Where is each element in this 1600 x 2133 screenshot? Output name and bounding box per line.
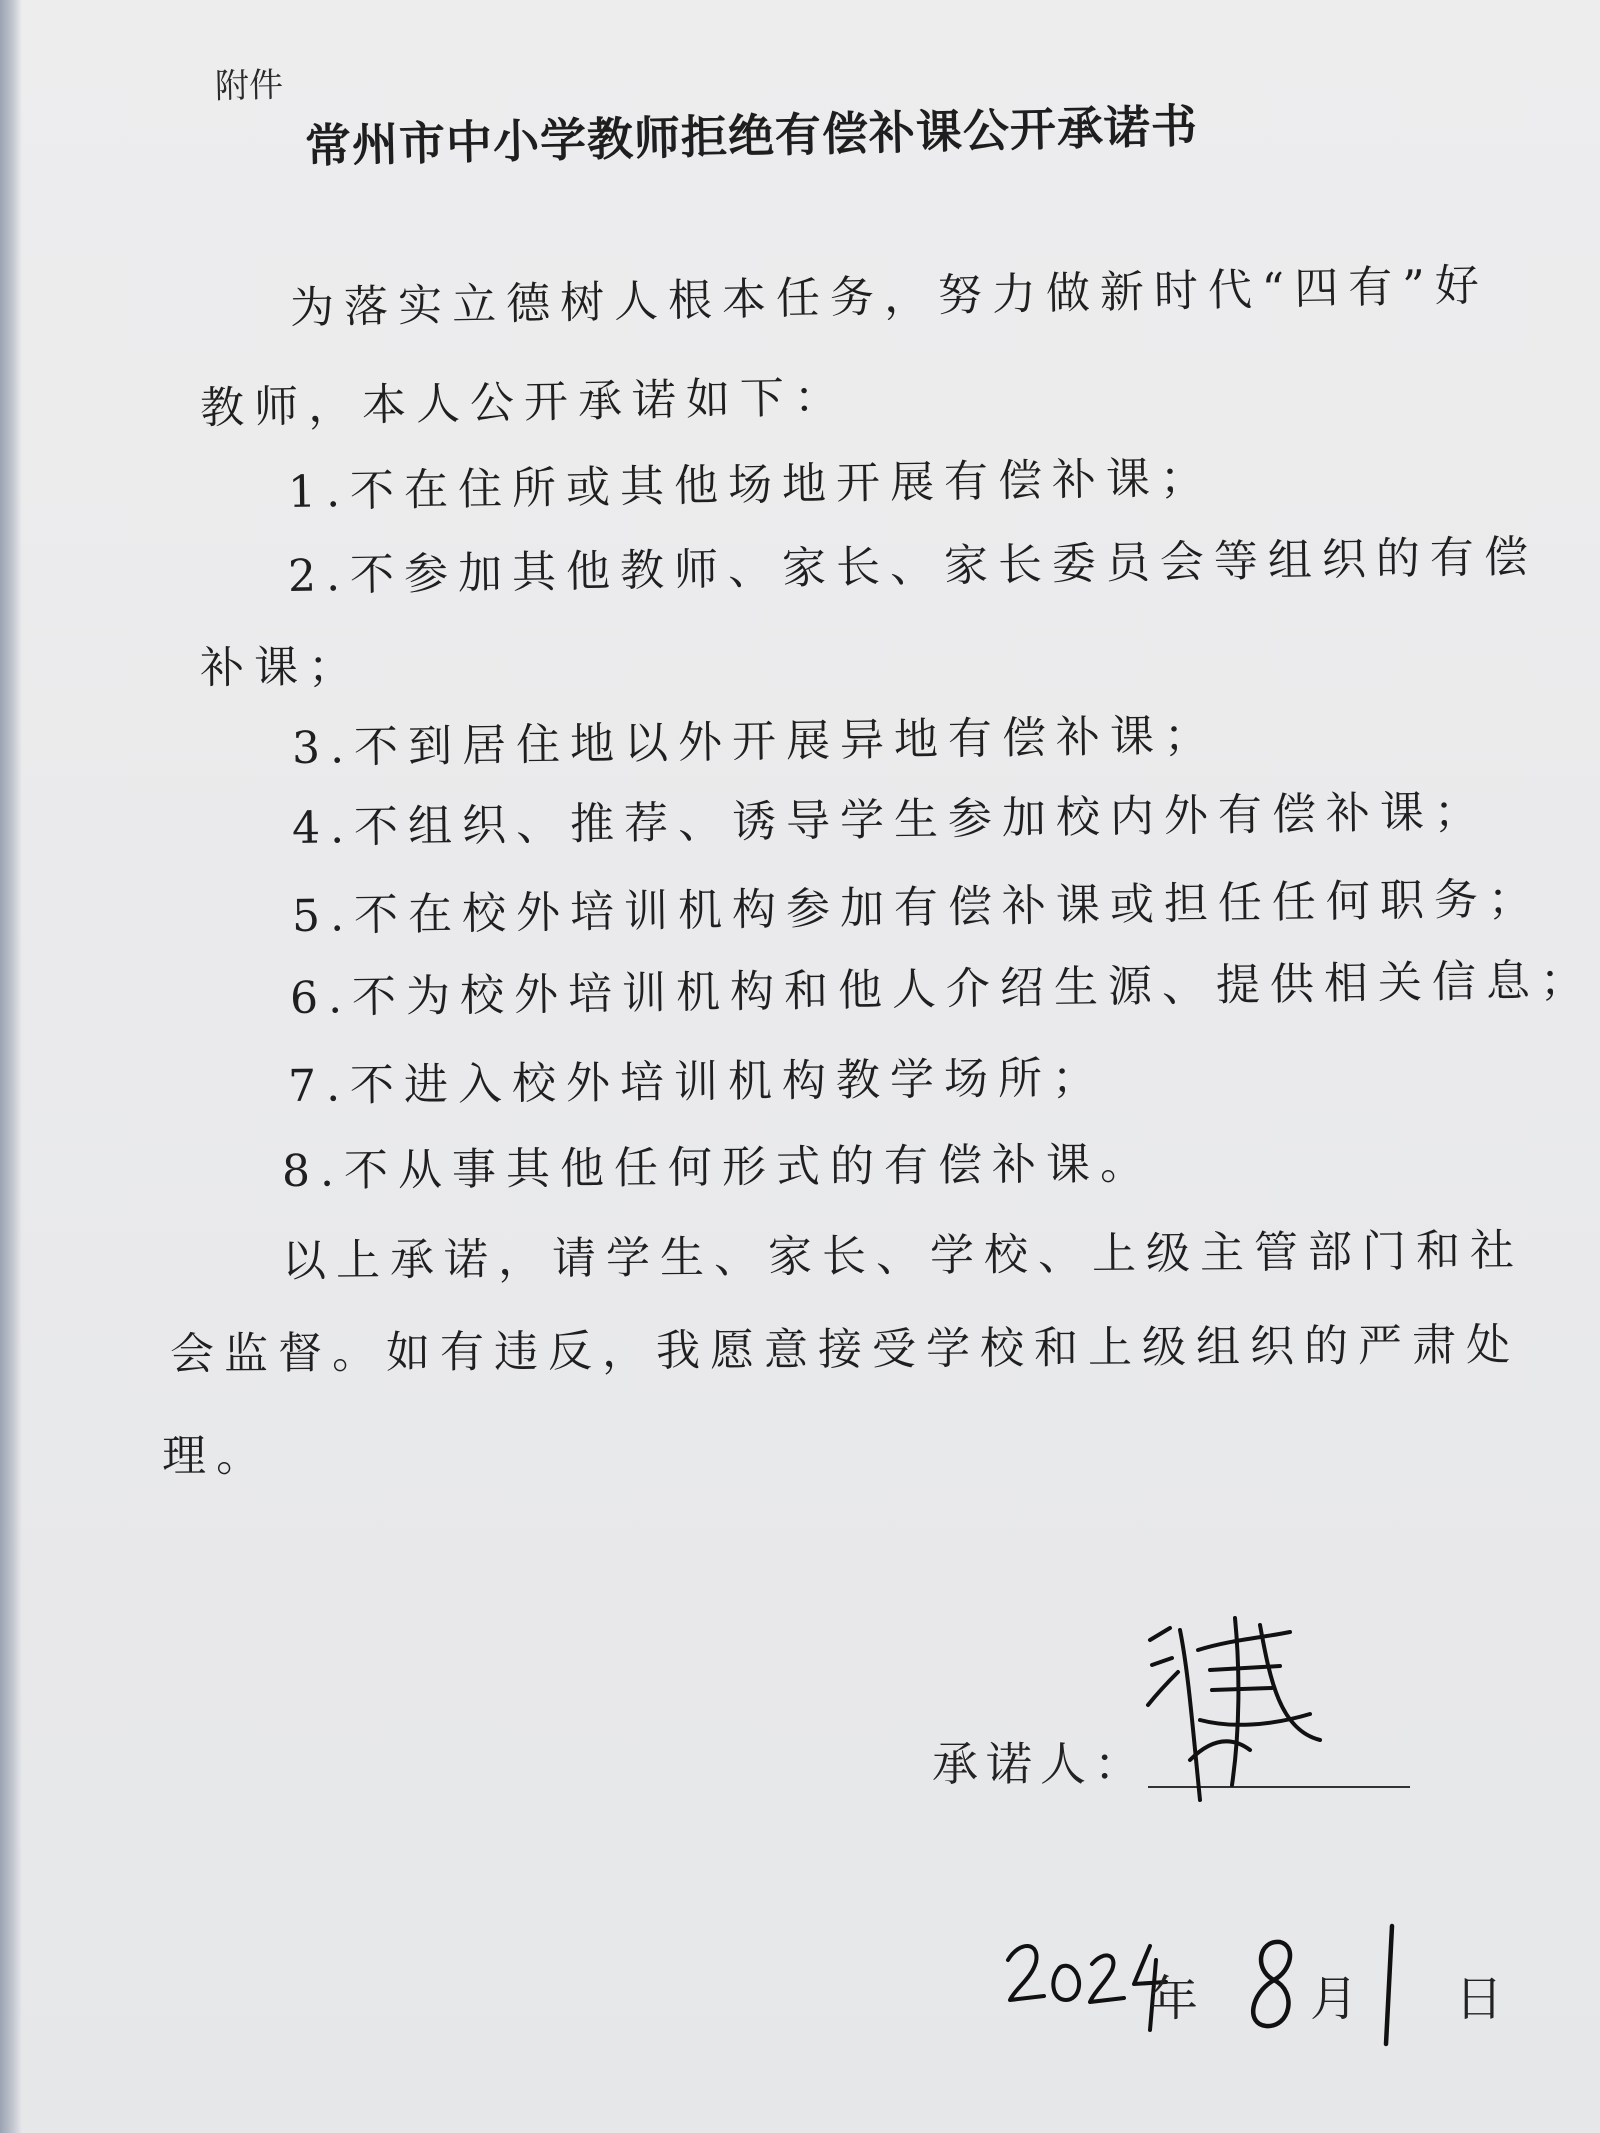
date-month-char: 月 — [1310, 1971, 1359, 2027]
date-year-char: 年 — [1150, 1971, 1199, 2027]
handwritten-signature — [1140, 1610, 1330, 1810]
closing-line-2: 会监督。如有违反，我愿意接受学校和上级组织的严肃处 — [169, 1319, 1521, 1380]
commitment-item-7: 7.不进入校外培训机构教学场所； — [287, 1052, 1107, 1112]
date-day-char: 日 — [1455, 1971, 1504, 2027]
commitment-item-6: 6.不为校外培训机构和他人介绍生源、提供相关信息； — [289, 954, 1595, 1024]
page-edge-shadow — [0, 0, 22, 2133]
document-title: 常州市中小学教师拒绝有偿补课公开承诺书 — [304, 98, 1199, 173]
commitment-item-8: 8.不从事其他任何形式的有偿补课。 — [281, 1138, 1155, 1197]
closing-line-1: 以上承诺，请学生、家长、学校、上级主管部门和社 — [281, 1225, 1525, 1287]
signing-date — [1000, 1900, 1520, 2060]
commitment-item-2-cont: 补课； — [199, 641, 363, 694]
attachment-label: 附件 — [214, 65, 284, 107]
commitment-item-2: 2.不参加其他教师、家长、家长委员会等组织的有偿 — [287, 531, 1539, 602]
commitment-item-5: 5.不在校外培训机构参加有偿补课或担任任何职务； — [291, 873, 1543, 942]
paragraph-line: 教师，本人公开承诺如下： — [199, 371, 849, 434]
handwritten-month — [1240, 1930, 1310, 2040]
handwritten-year — [1000, 1920, 1170, 2040]
paragraph-line: 为落实立德树人根本任务，努力做新时代“四有”好 — [289, 259, 1490, 334]
signer-label: 承诺人： — [932, 1737, 1148, 1791]
commitment-item-3: 3.不到居住地以外开展异地有偿补课； — [291, 710, 1219, 774]
commitment-item-4: 4.不组织、推荐、诱导学生参加校内外有偿补课； — [291, 786, 1489, 854]
handwritten-day — [1370, 1920, 1410, 2050]
commitment-item-1: 1.不在住所或其他场地开展有偿补课； — [287, 452, 1215, 518]
closing-line-3: 理。 — [161, 1430, 271, 1482]
